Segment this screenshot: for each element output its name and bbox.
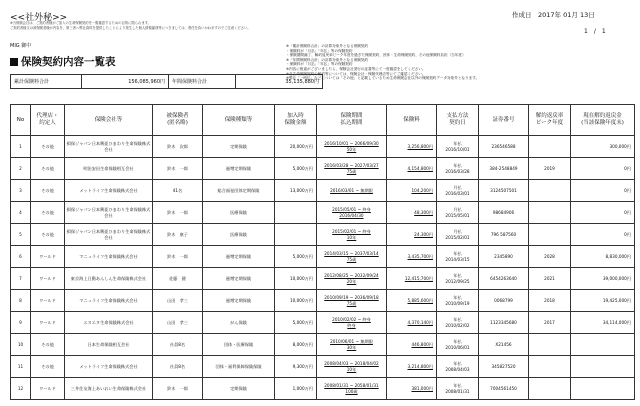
table-row — [11, 224, 635, 246]
remark-line: ※「年間保険料合計」の計算対象外となる保険契約 — [286, 57, 369, 62]
table-cell: 104,200円 — [387, 180, 437, 202]
table-cell: 300,000円 — [571, 136, 635, 158]
contracts-table — [10, 104, 635, 400]
table-cell: 月払 2016/03/01 — [437, 180, 479, 202]
table-row — [11, 334, 635, 356]
table-cell: 381,000円 — [387, 378, 437, 400]
table-cell: 1123345680 — [479, 312, 529, 334]
table-cell: 2021 — [529, 268, 571, 290]
table-cell: 98684906 — [479, 202, 529, 224]
table-cell: 佐藤 健 — [153, 268, 203, 290]
table-cell — [529, 378, 571, 400]
table-cell: 団体・医療保険 — [203, 334, 275, 356]
table-cell: 2017 — [529, 312, 571, 334]
table-cell: 2016/03/28 ~ 2027/03/27 75歳 — [317, 158, 387, 180]
column-header: 代理店・ 約定人 — [31, 105, 65, 136]
table-cell: 年払 2016/03/28 — [437, 158, 479, 180]
table-cell — [529, 180, 571, 202]
table-cell: 2016/03/01 ~ 無期限 — [317, 180, 387, 202]
column-header: 証券番号 — [479, 105, 529, 136]
table-cell: メットライフ生命保険株式会社 — [65, 356, 153, 378]
table-cell: 月払 2015/02/01 — [437, 224, 479, 246]
remark-line: ・保険料が「月払」「年払」等の保険契約 — [286, 48, 353, 53]
column-header: 保険料 — [387, 105, 437, 136]
table-cell — [571, 334, 635, 356]
table-header-row — [11, 105, 635, 136]
table-cell: 東京海上日動あんしん生命保険株式会社 — [65, 268, 153, 290]
remark-line: ※「累計保険料合計」の計算対象外となる保険契約 — [286, 44, 369, 48]
table-cell: 4,154,800円 — [387, 158, 437, 180]
table-cell: ワールド — [31, 312, 65, 334]
table-cell: 3,435,700円 — [387, 246, 437, 268]
table-cell: 鈴木 次郎 — [153, 136, 203, 158]
table-row — [11, 246, 635, 268]
table-cell: 月払 2015/05/01 — [437, 202, 479, 224]
table-cell: 0円 — [571, 202, 635, 224]
table-cell: 定期保険 — [203, 136, 275, 158]
table-cell: 13,000万円 — [275, 180, 317, 202]
page-indicator: 1 / 1 — [584, 28, 606, 35]
table-cell: 鈴木 一郎 — [153, 202, 203, 224]
table-cell: マニュライフ生命保険株式会社 — [65, 246, 153, 268]
column-header: 保険会社等 — [65, 105, 153, 136]
column-header: 現在解約返戻金 (当該保険年度末) — [571, 105, 635, 136]
table-cell: 損保ジャパン日本興亜ひまわり生命保険株式会社 — [65, 136, 153, 158]
table-cell: 7 — [11, 268, 31, 290]
table-cell: 8,000万円 — [275, 334, 317, 356]
table-cell: 2008/04/03 ~ 2018/04/02 10年 — [317, 356, 387, 378]
total-premium-value: 156,085,960円 — [82, 75, 169, 89]
total-premium-label: 累計保険料合計 — [11, 75, 82, 89]
table-cell: 20,000万円 — [275, 136, 317, 158]
table-row — [11, 268, 635, 290]
table-cell: 9,300万円 — [275, 356, 317, 378]
table-cell — [571, 356, 635, 378]
table-cell: 446,800円 — [387, 334, 437, 356]
column-header: 保険種類等 — [203, 105, 275, 136]
table-cell: 損保ジャパン日本興亜ひまわり生命保険株式会社 — [65, 202, 153, 224]
table-cell: 2008/01/31 ~ 2058/01/31 100歳 — [317, 378, 387, 400]
table-cell: 6 — [11, 246, 31, 268]
table-cell: 年払 2008/01/31 — [437, 378, 479, 400]
table-cell: 2015/05/01 ~ 終身 2016/04/30 — [317, 202, 387, 224]
table-cell: 2010/02/02 ~ 終身 終身 — [317, 312, 387, 334]
table-cell: 0円 — [571, 158, 635, 180]
table-cell: 医療保険 — [203, 202, 275, 224]
table-cell: 10,000万円 — [275, 268, 317, 290]
table-cell: 10,000万円 — [275, 290, 317, 312]
table-cell: 6454263640 — [479, 268, 529, 290]
column-header: No — [11, 105, 31, 136]
table-cell: 年払 2012/09/25 — [437, 268, 479, 290]
table-cell: 2012/08/25 ~ 2032/09/24 20年 — [317, 268, 387, 290]
remark-line: ・保険料が「月払」「年払」等の保険契約 — [286, 62, 353, 67]
table-cell: 10 — [11, 334, 31, 356]
table-cell — [275, 202, 317, 224]
table-cell: 5,000万円 — [275, 312, 317, 334]
table-cell: 逓増定期保険 — [203, 246, 275, 268]
table-cell: 48,300円 — [387, 202, 437, 224]
table-cell: 345827520 — [479, 356, 529, 378]
table-cell: 2014/03/15 ~ 2037/03/14 75歳 — [317, 246, 387, 268]
table-cell: 9 — [11, 312, 31, 334]
table-cell: 2018 — [529, 290, 571, 312]
heading-text: 保険契約内容一覧表 — [21, 56, 116, 68]
table-cell: 鈴木 一郎 — [153, 158, 203, 180]
table-cell: 年払 2008/04/03 — [437, 356, 479, 378]
table-cell: 7004561450 — [479, 378, 529, 400]
table-cell: その他 — [31, 158, 65, 180]
table-cell: 社員8名 — [153, 334, 203, 356]
column-header: 支払方法 契約日 — [437, 105, 479, 136]
remark-line: ※各生命保険契約の解約等については、保険会社・保険代理店等にてご確認ください。 — [286, 71, 426, 76]
table-cell: その他 — [31, 224, 65, 246]
table-cell: 逓増定期保険 — [203, 268, 275, 290]
table-cell: 4,370,140円 — [387, 312, 437, 334]
heading-square-icon — [10, 58, 18, 66]
table-cell: その他 — [31, 202, 65, 224]
column-header: 解約返戻率 ピーク年度 — [529, 105, 571, 136]
table-cell: 2345890 — [479, 246, 529, 268]
client-name: MIG 御中 — [10, 43, 32, 49]
table-cell: 医療保険 — [203, 224, 275, 246]
table-cell — [529, 224, 571, 246]
table-cell: 3 — [11, 180, 31, 202]
table-cell: 年払 2010/09/19 — [437, 290, 479, 312]
table-cell: 鈴木 一郎 — [153, 378, 203, 400]
note-line: ※当保険会社は、ご契約者様がご加入の生命保険契約を一覧確認するための目的に限られます。 — [10, 21, 151, 25]
table-cell: 日本生命保険相互会社 — [65, 334, 153, 356]
table-cell: 3124507501 — [479, 180, 529, 202]
table-cell: その他 — [31, 180, 65, 202]
table-row — [11, 312, 635, 334]
document-heading — [10, 54, 116, 69]
table-cell: 4 — [11, 202, 31, 224]
remark-line: ※内容に相違がございましたら、保険会社発行の証書等にて一度確認をしてください。 — [286, 66, 426, 71]
page-title: <<社外秘>> — [10, 13, 68, 23]
confidentiality-note — [10, 21, 251, 31]
created-date: 作成日 2017年 01月 13日 — [512, 11, 595, 19]
table-row — [11, 378, 635, 400]
table-cell: 鈴木 一郎 — [153, 246, 203, 268]
table-cell: ワールド — [31, 268, 65, 290]
table-cell: その他 — [31, 334, 65, 356]
table-cell: 鈴木 康子 — [153, 224, 203, 246]
table-cell: 1,000万円 — [275, 378, 317, 400]
summary-table — [10, 74, 323, 89]
table-cell: メットライフ生命保険株式会社 — [65, 180, 153, 202]
table-cell: 年払 2016/10/01 — [437, 136, 479, 158]
table-cell: その他 — [31, 356, 65, 378]
table-cell: 384-2548849 — [479, 158, 529, 180]
table-cell: ワールド — [31, 378, 65, 400]
note-line: ご契約者様又は被保険者様が内容を、第三者へ弊社資料を提供したことにより発生した個人情報漏洩等につきましては、責任を負いかねますのでご注意ください。 — [10, 26, 251, 30]
table-cell: 19,425,000円 — [571, 290, 635, 312]
table-cell: 11 — [11, 356, 31, 378]
table-cell: 5,000万円 — [275, 246, 317, 268]
table-cell: 8 — [11, 290, 31, 312]
table-cell — [529, 356, 571, 378]
table-cell: マニュライフ生命保険株式会社 — [65, 290, 153, 312]
table-cell — [571, 378, 635, 400]
table-cell: 24,300円 — [387, 224, 437, 246]
table-cell: 団体・福利保障保険保険 — [203, 356, 275, 378]
table-cell: 三井住友海上あいおい生命保険株式会社 — [65, 378, 153, 400]
column-header: 被保険者 (匿名略) — [153, 105, 203, 136]
table-cell: 796 587560 — [479, 224, 529, 246]
table-cell: エヌエヌ生命保険株式会社 — [65, 312, 153, 334]
table-cell: 損保ジャパン日本興亜ひまわり生命保険株式会社 — [65, 224, 153, 246]
table-cell: 2028 — [529, 246, 571, 268]
column-header: 保険期間 払込期間 — [317, 105, 387, 136]
table-cell: 2010/09/19 ~ 2036/09/18 75歳 — [317, 290, 387, 312]
table-row — [11, 202, 635, 224]
table-cell: 2015/02/01 ~ 終身 10年 — [317, 224, 387, 246]
table-cell: 236546588 — [479, 136, 529, 158]
table-cell: がん保険 — [203, 312, 275, 334]
table-cell: 山田 孝三 — [153, 312, 203, 334]
table-cell: 12 — [11, 378, 31, 400]
remark-line: ※弊社「一時払」などについては「その他」と記載しているため生命保険会社以外の保険契約データ対象外となります。 — [286, 76, 480, 81]
annual-premium-value: 35,135,880円 — [236, 75, 323, 89]
table-cell: 39,000,000円 — [571, 268, 635, 290]
table-cell: 山田 孝三 — [153, 290, 203, 312]
table-cell: 12,415,700円 — [387, 268, 437, 290]
table-row — [11, 136, 635, 158]
table-cell — [529, 136, 571, 158]
table-cell: 定期保険 — [203, 378, 275, 400]
table-cell: 0円 — [571, 224, 635, 246]
table-cell — [529, 334, 571, 356]
table-cell: その他 — [31, 136, 65, 158]
table-cell: 年払 2010/02/02 — [437, 312, 479, 334]
table-row — [11, 356, 635, 378]
table-cell: 5,000万円 — [275, 158, 317, 180]
table-cell: 0068799 — [479, 290, 529, 312]
table-cell: ワールド — [31, 246, 65, 268]
table-cell — [529, 202, 571, 224]
table-cell: 0円 — [571, 180, 635, 202]
table-cell: 2019 — [529, 158, 571, 180]
table-cell: 年払 2014/03/15 — [437, 246, 479, 268]
table-row — [11, 290, 635, 312]
remark-line: ・保険期間満了、解約返戻率ピーク年度を過ぎた保険契約、団体・生命保険契約、その他保険料負担（当年度） — [286, 53, 466, 58]
table-cell: 2 — [11, 158, 31, 180]
annual-premium-label: 年間保険料合計 — [169, 75, 236, 89]
table-cell: 2016/10/01 ~ 2066/09/30 50年 — [317, 136, 387, 158]
table-cell: 逓増定期保険 — [203, 158, 275, 180]
table-cell: 41名 — [153, 180, 203, 202]
table-row — [11, 180, 635, 202]
table-cell: ワールド — [31, 290, 65, 312]
table-cell: X21456 — [479, 334, 529, 356]
table-cell: 逓増定期保険 — [203, 290, 275, 312]
table-cell: 5 — [11, 224, 31, 246]
table-cell: 5,885,600円 — [387, 290, 437, 312]
column-header: 加入時 保険金額 — [275, 105, 317, 136]
table-cell: 明治安田生命保険相互会社 — [65, 158, 153, 180]
table-cell: 3,256,800円 — [387, 136, 437, 158]
table-cell — [275, 224, 317, 246]
table-cell: 1 — [11, 136, 31, 158]
table-cell: 34,114,000円 — [571, 312, 635, 334]
table-cell: 3,214,800円 — [387, 356, 437, 378]
table-cell: 総合福祉団体定期保険 — [203, 180, 275, 202]
table-cell: 社員8名 — [153, 356, 203, 378]
table-row — [11, 158, 635, 180]
table-cell: 年払 2010/06/01 — [437, 334, 479, 356]
table-cell: 2010/06/01 ~ 無期限 30年 — [317, 334, 387, 356]
table-cell: 8,830,000円 — [571, 246, 635, 268]
